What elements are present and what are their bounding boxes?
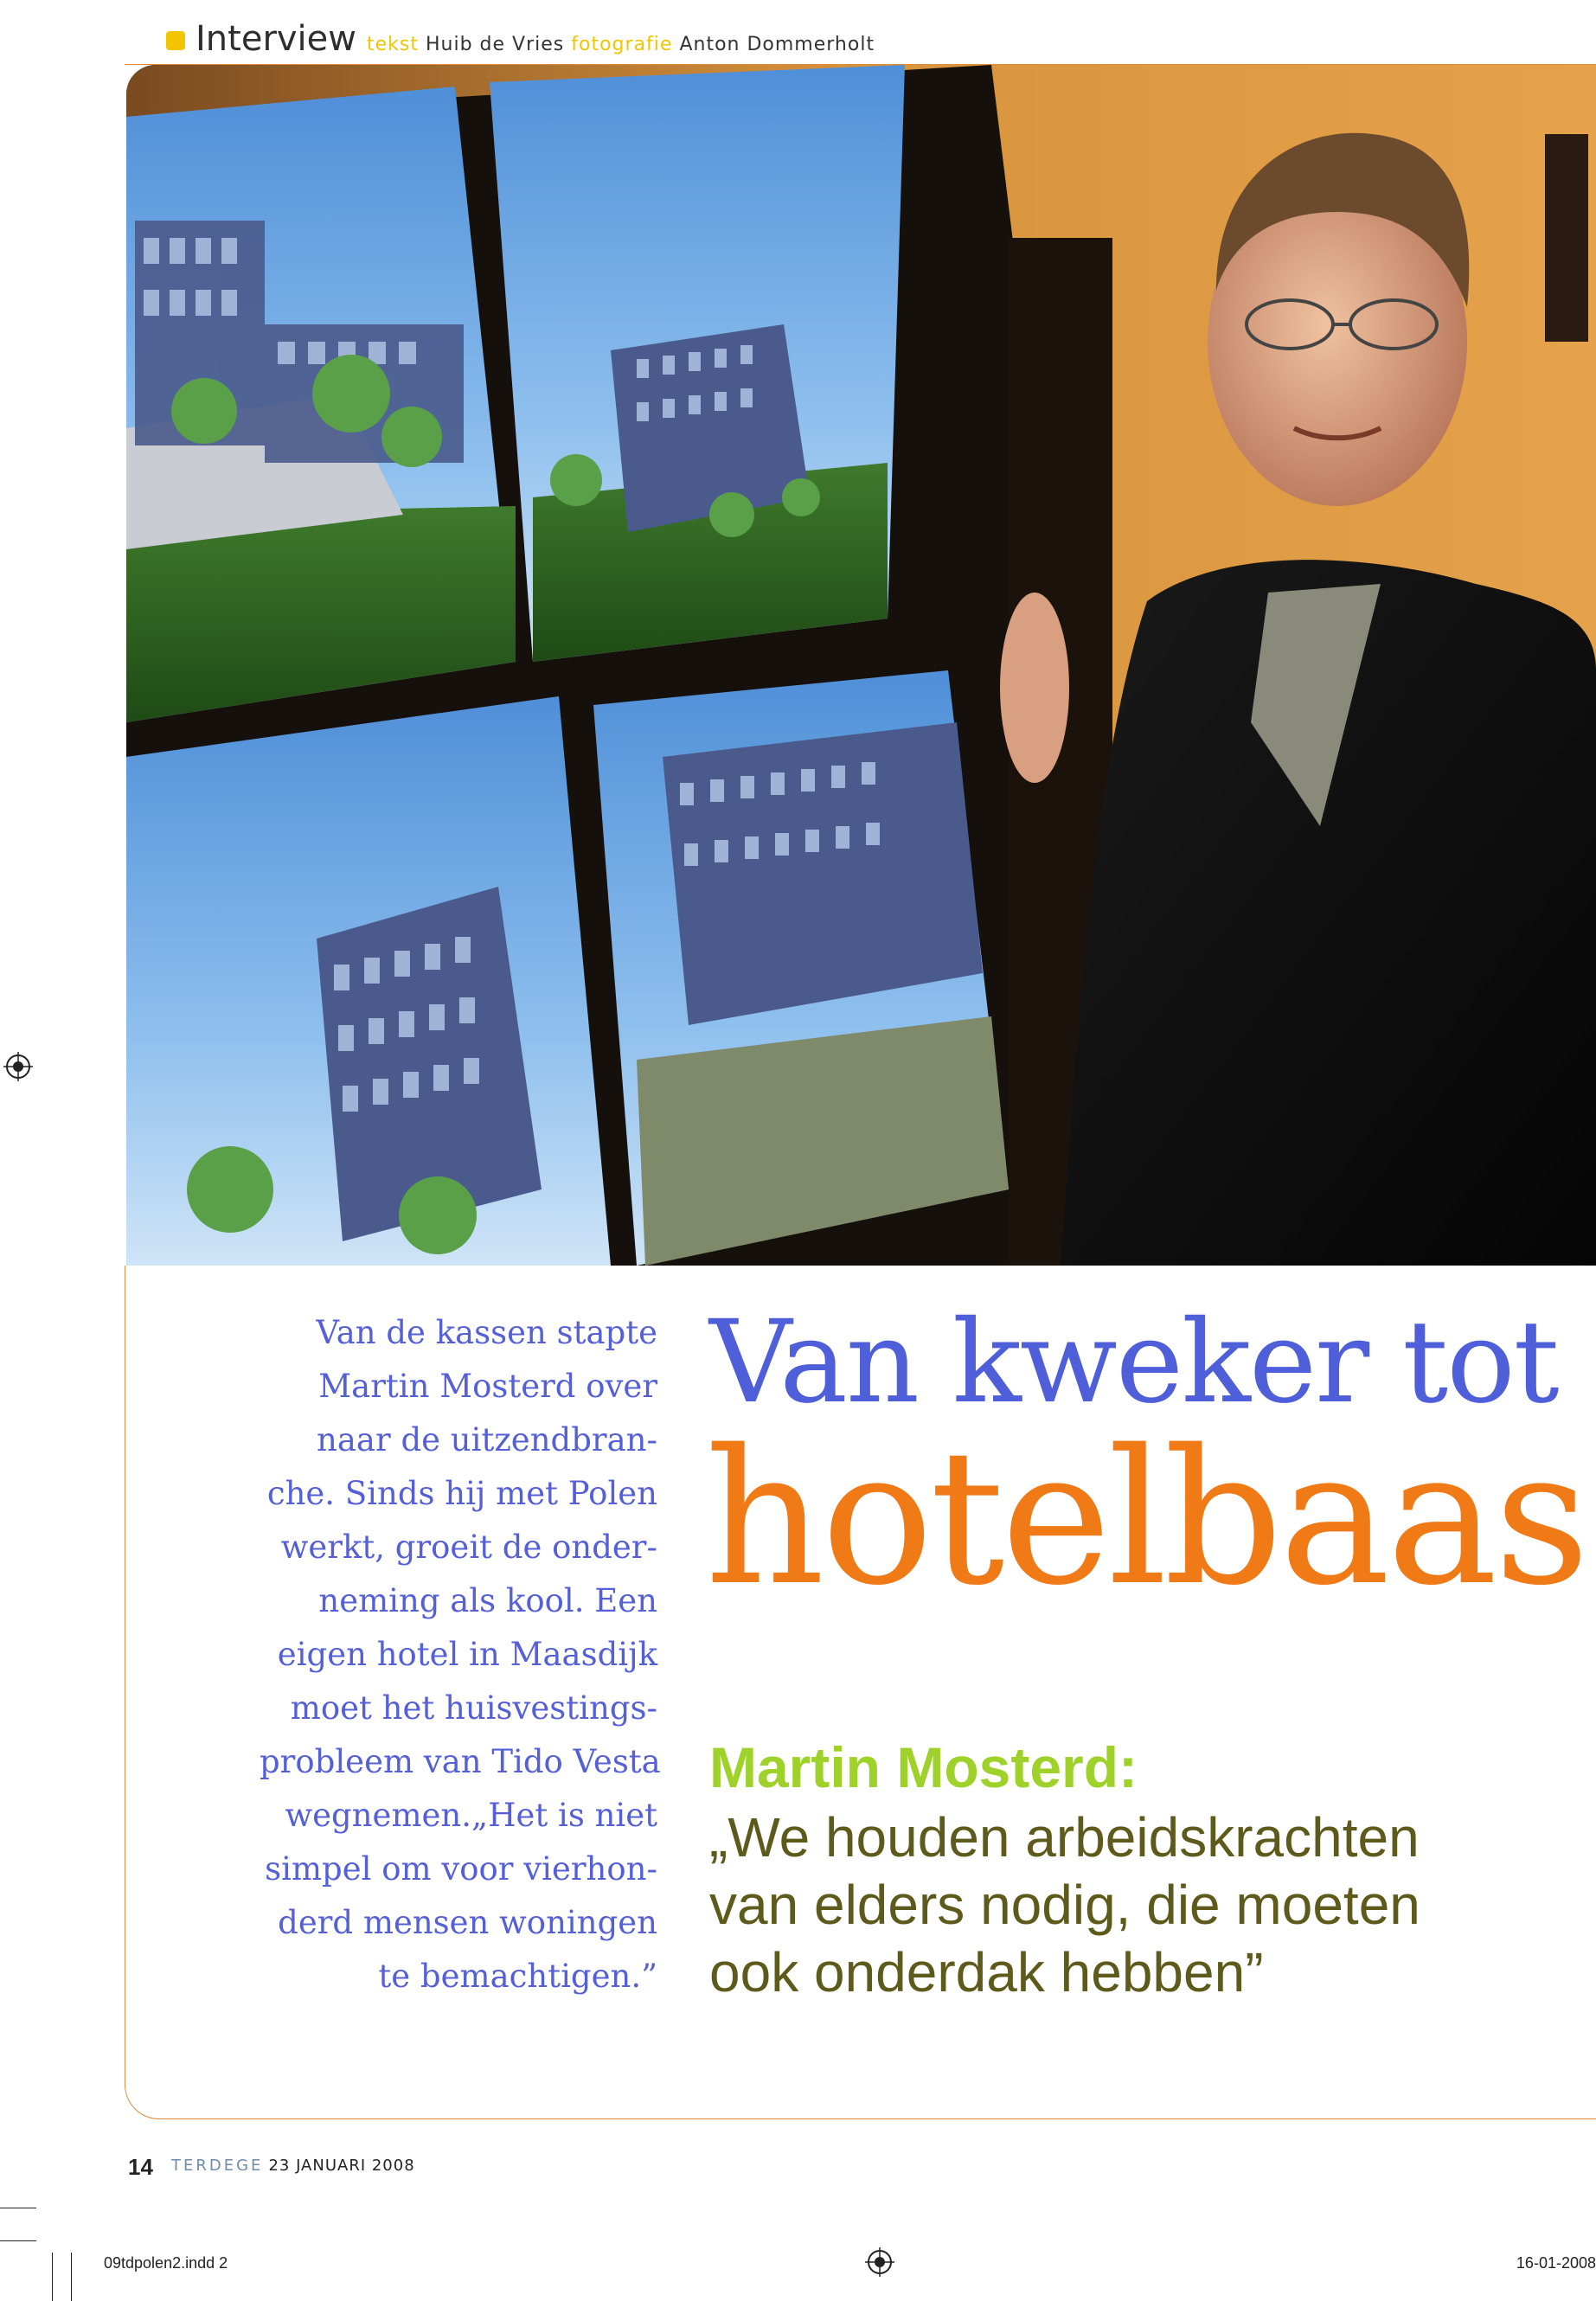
author-name: Huib de Vries <box>426 34 565 55</box>
quote-line: van elders nodig, die moeten <box>709 1874 1420 1936</box>
photographer-name: Anton Dommerholt <box>679 34 875 55</box>
issue-date: 23 JANUARI 2008 <box>268 2157 415 2175</box>
intro-line: neming als kool. Een <box>318 1582 657 1619</box>
crop-mark <box>0 2240 36 2241</box>
crop-mark <box>52 2253 53 2301</box>
section-label: Interview <box>195 19 356 59</box>
subheadline-name: Martin Mosterd: <box>709 1735 1138 1799</box>
subheadline-quote <box>709 1804 1420 2006</box>
quote-line: „We houden arbeidskrachten <box>709 1806 1420 1868</box>
intro-line: che. Sinds hij met Polen <box>266 1475 657 1512</box>
photo-credit-label: fotografie <box>571 34 673 55</box>
headline-line-2: hotelbaas <box>705 1409 1586 1626</box>
intro-line: te bemachtigen.” <box>378 1958 657 1995</box>
intro-line: werkt, groeit de onder- <box>280 1529 657 1566</box>
intro-paragraph <box>260 1306 661 2003</box>
intro-line: derd mensen woningen <box>278 1904 657 1941</box>
slug-filename: 09tdpolen2.indd 2 <box>104 2254 228 2272</box>
article-header <box>166 19 881 62</box>
crop-mark <box>71 2253 72 2301</box>
magazine-name: TERDEGE <box>171 2157 264 2175</box>
slug-date: 16-01-2008 <box>1516 2254 1596 2272</box>
section-marker-icon <box>166 31 185 50</box>
magazine-footer <box>171 2157 415 2175</box>
intro-line: probleem van Tido Vesta <box>260 1743 661 1780</box>
intro-line: simpel om voor vierhon- <box>265 1850 657 1888</box>
text-credit-label: tekst <box>367 34 419 55</box>
cover-photo <box>126 65 1596 1266</box>
intro-line: Van de kassen stapte <box>316 1314 657 1351</box>
frame-corner <box>125 2067 164 2119</box>
frame-line-bottom <box>163 2118 1596 2119</box>
intro-line: naar de uitzendbran- <box>317 1421 657 1458</box>
registration-mark-icon <box>865 2247 894 2277</box>
intro-line: Martin Mosterd over <box>318 1368 657 1405</box>
intro-line: eigen hotel in Maasdijk <box>277 1636 657 1673</box>
quote-line: ook onderdak hebben” <box>709 1941 1264 2003</box>
headline-line-1: Van kweker tot <box>709 1296 1558 1429</box>
intro-line: moet het huisvestings- <box>290 1689 657 1727</box>
registration-mark-icon <box>3 1052 33 1081</box>
intro-line: wegnemen.„Het is niet <box>285 1797 657 1834</box>
page-number: 14 <box>128 2154 153 2180</box>
